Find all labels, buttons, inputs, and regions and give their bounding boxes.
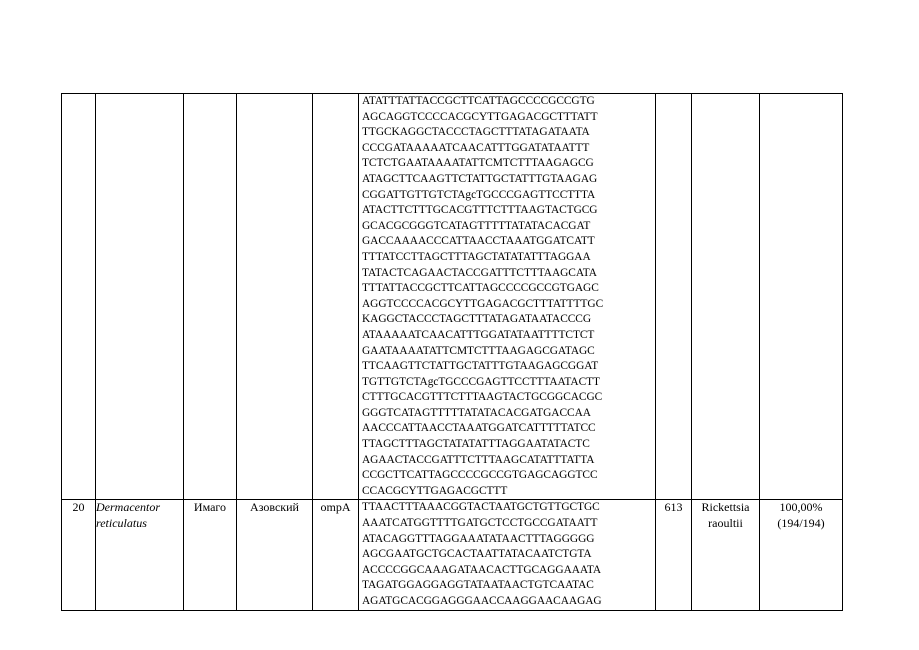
sequence-line: ATAAAAATCAACATTTGGATATAATTTTCTCT: [362, 328, 595, 341]
sequence-line: AGCGAATGCTGCACTAATTATACAATCTGTA: [362, 548, 592, 561]
sequence-line: CCGCTTCATTAGCCCCGCCGTGAGCAGGTCC: [362, 469, 598, 482]
cell-identity: [760, 94, 843, 500]
sequence-line: TATACTCAGAACTACCGATTTCTTTAAGCATA: [362, 266, 597, 279]
sequence-line: CCCGATAAAAATCAACATTTGGATATAATTT: [362, 141, 590, 154]
sequence-line: AGGTCCCCACGCYTTGAGACGCTTTATTTTGC: [362, 297, 604, 310]
agent-cell: [692, 500, 760, 610]
stage-cell: Имаго: [184, 500, 237, 610]
species-epithet: reticulatus: [96, 516, 147, 531]
sequence-line: CGGATTGTTGTCTAgcTGCCCGAGTTCCTTTA: [362, 188, 596, 201]
sequence-line: ATACTTCTTTGCACGTTTCTTTAAGTACTGCG: [362, 204, 598, 217]
sequence-line: AGCAGGTCCCCACGCYTTGAGACGCTTTATT: [362, 110, 598, 123]
sequence-line: TTGCKAGGCTACCCTAGCTTTATAGATAATA: [362, 126, 590, 139]
sequence-line: KAGGCTACCCTAGCTTTATAGATAATACCCG: [362, 313, 592, 326]
sequence-line: TAGATGGAGGAGGTATAATAACTGTCAATAC: [362, 579, 594, 592]
length-cell: 613: [656, 500, 692, 610]
row-number: 20: [62, 500, 96, 610]
sequence-line: GCACGCGGGTCATAGTTTTTATATACACGAT: [362, 219, 591, 232]
species-genus: Dermacentor: [96, 500, 160, 515]
cell-number: [62, 94, 96, 500]
sequence-line: CCACGCYTTGAGACGCTTT: [362, 484, 508, 497]
sequence-line: GGGTCATAGTTTTTATATACACGATGACCAA: [362, 406, 591, 419]
cell-sequence: [359, 500, 656, 610]
sequence-line: AACCCATTAACCTAAATGGATCATTTTTATCC: [362, 422, 596, 435]
region-cell: Азовский: [237, 500, 313, 610]
sequence-line: ATACAGGTTTAGGAAATATAACTTTAGGGGG: [362, 532, 595, 545]
gene-cell: ompA: [313, 500, 359, 610]
sequence-line: TTCAAGTTCTATTGCTATTTGTAAGAGCGGAT: [362, 360, 599, 373]
sequence-line: GACCAAAACCCATTAACCTAAATGGATCATT: [362, 235, 595, 248]
sequence-line: AAATCATGGTTTTGATGCTCCTGCCGATAATT: [362, 517, 598, 530]
sequence-line: AGATGCACGGAGGGAACCAAGGAACAAGAG: [362, 595, 602, 607]
sequence-line: ATAGCTTCAAGTTCTATTGCTATTTGTAAGAG: [362, 172, 598, 185]
sequence-line: TGTTGTCTAgcTGCCCGAGTTCCTTTAATACTT: [362, 375, 600, 388]
agent-genus: Rickettsia: [701, 500, 750, 515]
sequence-line: ACCCCGGCAAAGATAACACTTGCAGGAAATA: [362, 563, 602, 576]
cell-gene: [313, 94, 359, 500]
sequence-line: CTTTGCACGTTTCTTTAAGTACTGCGGCACGC: [362, 391, 603, 404]
cell-region: [237, 94, 313, 500]
identity-cell: [760, 500, 843, 610]
sequence-line: TTAGCTTTAGCTATATATTTAGGAATATACTC: [362, 438, 590, 451]
cell-agent: [692, 94, 760, 500]
identity-percent: 100,00%: [779, 500, 823, 515]
agent-species: raoultii: [708, 516, 743, 531]
identity-ratio: (194/194): [777, 516, 825, 531]
sequence-line: TTTATCCTTAGCTTTAGCTATATATTTAGGAA: [362, 250, 591, 263]
cell-species: [96, 94, 184, 500]
cell-length: [656, 94, 692, 500]
sequence-line: GAATAAAATATTCMTCTTTAAGAGCGATAGC: [362, 344, 595, 357]
sequence-line: TCTCTGAATAAAATATTCMTCTTTAAGAGCG: [362, 157, 594, 170]
species-name: [96, 500, 184, 610]
results-table: [61, 93, 843, 611]
sequence-line: ATATTTATTACCGCTTCATTAGCCCCGCCGTG: [362, 95, 595, 107]
sequence-line: AGAACTACCGATTTCTTTAAGCATATTTATTA: [362, 453, 595, 466]
table-row: [62, 500, 843, 610]
table-row-continuation: [62, 94, 843, 500]
cell-stage: [184, 94, 237, 500]
cell-sequence: [359, 94, 656, 500]
sequence-line: TTTATTACCGCTTCATTAGCCCCGCCGTGAGC: [362, 282, 599, 295]
sequence-line: TTAACTTTAAACGGTACTAATGCTGTTGCTGC: [362, 501, 600, 514]
